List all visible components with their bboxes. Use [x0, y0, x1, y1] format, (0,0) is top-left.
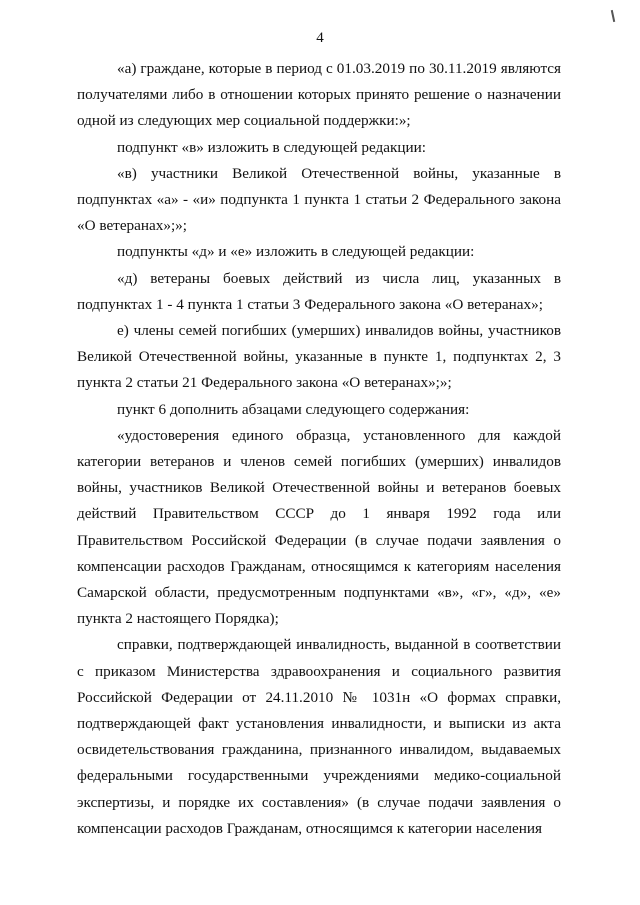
paragraph: подпункт «в» изложить в следующей редакции:: [117, 138, 426, 156]
document-body: [77, 56, 561, 842]
paragraph: пункт 6 дополнить абзацами следующего содержания:: [117, 400, 470, 418]
paragraph: «удостоверения единого образца, установленного для каждой категории ветеранов и членов семей погибших (умерших) инвалидов войны, участников Великой Отечественной войны и ветеранов боевых действий Правительством СССР до 1 января 1992 года или Правительством Российской Федерации (в случае подачи заявления о компенсации расходов Гражданам, относящимся к категориям населения Самарской области, предусмотренным подпунктами «в», «г», «д», «е» пункта 2 настоящего Порядка);: [77, 426, 561, 628]
paragraph: «в) участники Великой Отечественной войны, указанные в подпунктах «а» - «и» подпункта 1 пункта 1 статьи 2 Федерального закона «О ветеранах»;»;: [77, 164, 561, 235]
paragraph: «д) ветераны боевых действий из числа лиц, указанных в подпунктах 1 - 4 пункта 1 статьи 3 Федерального закона «О ветеранах»;: [77, 269, 561, 313]
page-number: 4: [316, 30, 324, 46]
paragraph: «а) граждане, которые в период с 01.03.2019 по 30.11.2019 являются получателями либо в отношении которых принято решение о назначении одной из следующих мер социальной поддержки:»;: [77, 60, 561, 130]
paragraph: справки, подтверждающей инвалидность, выданной в соответствии с приказом Министерства здравоохранения и социального развития Российской Федерации от 24.11.2010 № 1031н «О формах справки, подтверждающей факт установления инвалидности, и выписки из акта освидетельствования гражданина, признанного инвалидом, выдаваемых федеральными государственными учреждениями медико-социальной экспертизы, и порядке их составления» (в случае подачи заявления о компенсации расходов Гражданам, относящимся к категории населения: [77, 636, 561, 837]
paragraph: подпункты «д» и «е» изложить в следующей редакции:: [117, 243, 475, 261]
corner-mark: [611, 10, 615, 22]
paragraph: е) члены семей погибших (умерших) инвалидов войны, участников Великой Отечественной войны, указанные в пункте 1, подпунктах 2, 3 пункта 2 статьи 21 Федерального закона «О ветеранах»;»;: [77, 322, 561, 392]
